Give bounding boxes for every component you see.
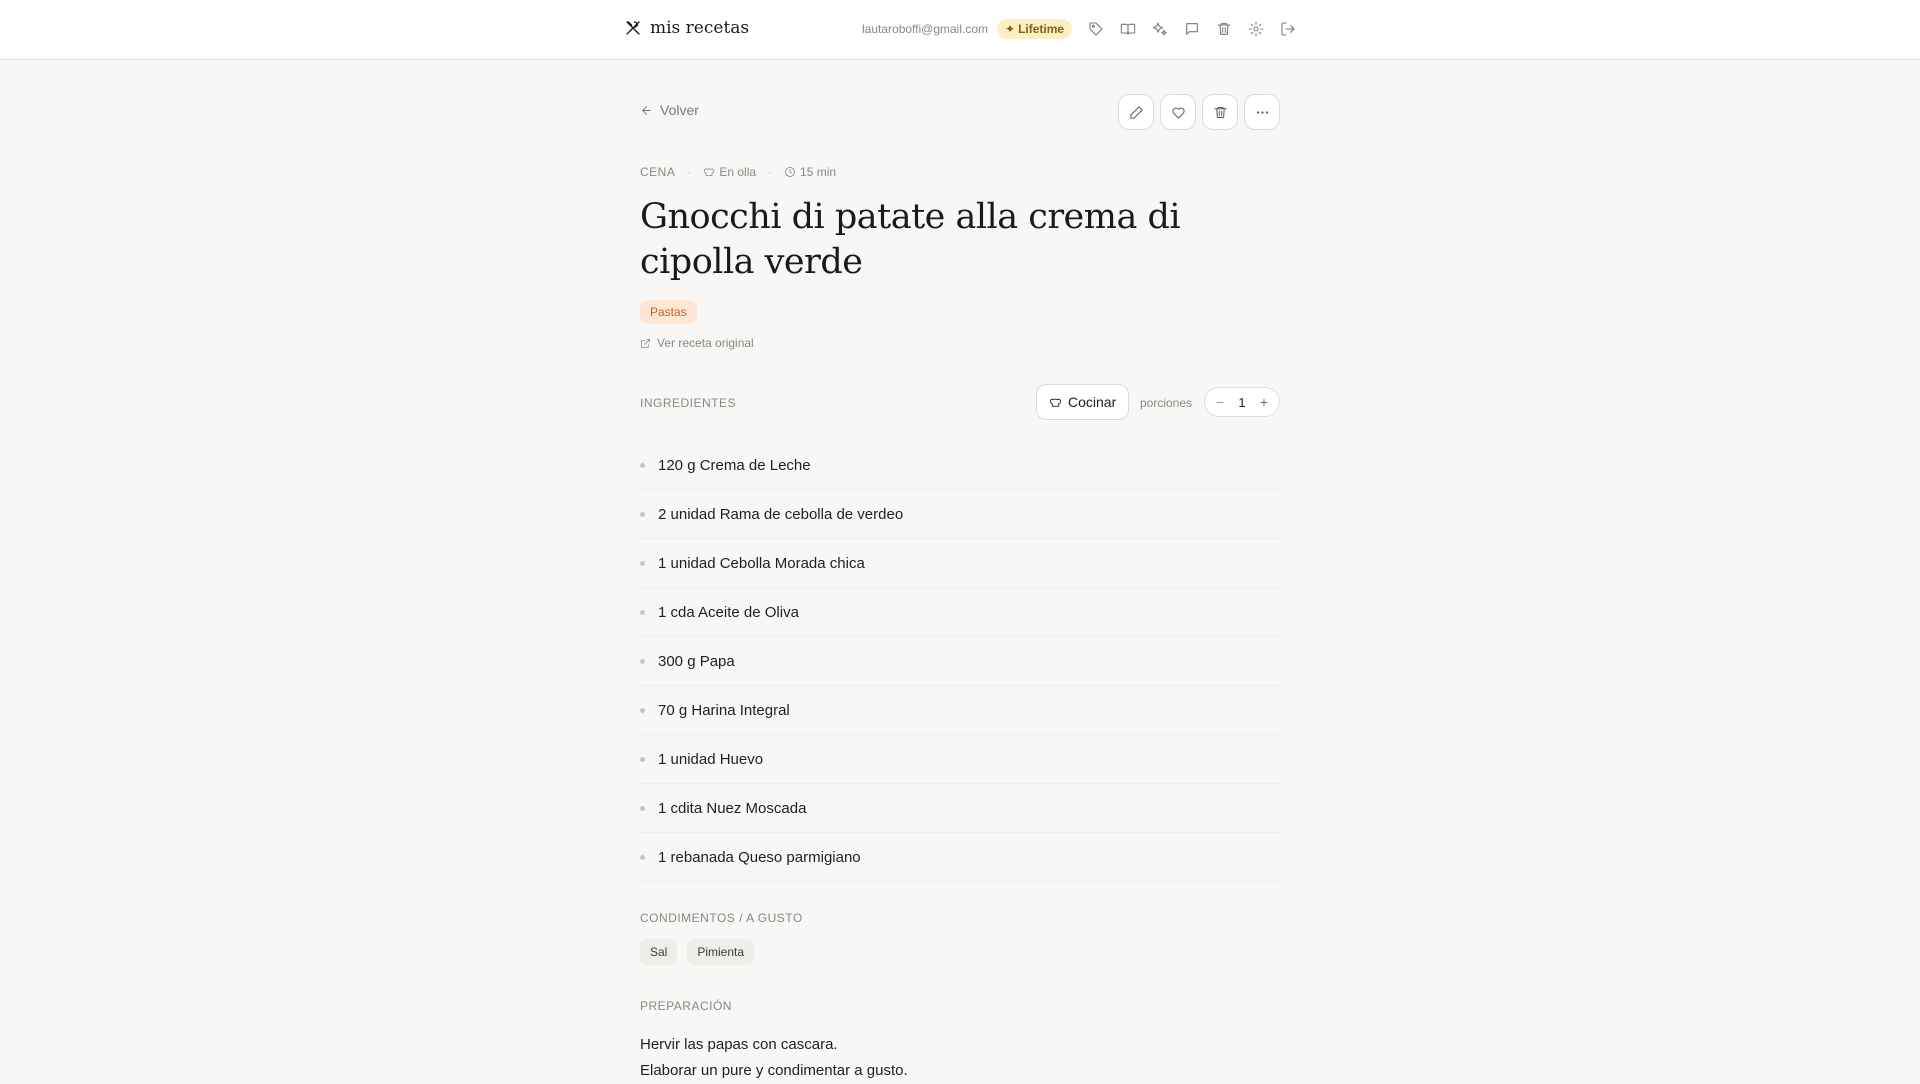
bullet-icon — [640, 708, 645, 713]
more-button[interactable] — [1244, 94, 1280, 130]
recipe-title: Gnocchi di patate alla crema di cipolla verde — [640, 197, 1181, 282]
original-recipe-link[interactable] — [640, 336, 754, 350]
portions-stepper — [1204, 387, 1280, 417]
increment-button[interactable]: + — [1259, 394, 1269, 410]
ellipsis-icon — [1255, 105, 1270, 120]
clock-icon — [784, 166, 796, 178]
list-item[interactable] — [640, 637, 1280, 686]
header-right — [862, 19, 1310, 39]
ingredient-text: 2 unidad Rama de cebolla de verdeo — [658, 505, 904, 523]
condiment-chip: Sal — [640, 939, 677, 965]
edit-button[interactable] — [1118, 94, 1154, 130]
ingredient-text: 1 unidad Cebolla Morada chica — [658, 554, 865, 572]
cook-time — [784, 165, 836, 179]
trash-icon[interactable] — [1214, 19, 1234, 39]
recipe-tag[interactable]: Pastas — [640, 300, 697, 324]
ingredient-text: 1 cdita Nuez Moscada — [658, 799, 807, 817]
back-label: Volver — [660, 102, 699, 118]
list-item[interactable] — [640, 441, 1280, 490]
plan-badge — [997, 19, 1072, 39]
bullet-icon — [640, 561, 645, 566]
list-item[interactable] — [640, 539, 1280, 588]
condiment-chips — [640, 939, 754, 965]
delete-button[interactable] — [1202, 94, 1238, 130]
preparation-heading: PREPARACIÓN — [640, 999, 732, 1013]
condiments-heading: CONDIMENTOS / A GUSTO — [640, 911, 803, 925]
list-item[interactable] — [640, 490, 1280, 539]
heart-icon — [1171, 105, 1186, 120]
list-item[interactable] — [640, 784, 1280, 833]
original-recipe-label: Ver receta original — [657, 336, 754, 350]
brand[interactable] — [624, 18, 749, 38]
preparation-step: Elaborar un pure y condimentar a gusto. — [640, 1062, 908, 1079]
ingredient-text: 120 g Crema de Leche — [658, 456, 811, 474]
cook-method — [703, 165, 756, 179]
bullet-icon — [640, 463, 645, 468]
cook-time-label: 15 min — [800, 165, 837, 179]
sparkles-icon[interactable] — [1150, 19, 1170, 39]
ingredient-list — [640, 441, 1280, 882]
back-link[interactable] — [640, 102, 699, 118]
portions-value[interactable]: 1 — [1238, 394, 1246, 410]
cook-button-label: Cocinar — [1068, 394, 1117, 410]
sparkle-icon: ✦ — [1005, 22, 1016, 36]
user-email: lautaroboffi@gmail.com — [862, 22, 989, 36]
meta-separator: · — [768, 165, 773, 179]
chef-hat-icon — [1049, 396, 1062, 409]
ingredient-text: 300 g Papa — [658, 652, 735, 670]
arrow-left-icon — [640, 104, 653, 117]
bullet-icon — [640, 512, 645, 517]
condiment-chip: Pimienta — [687, 939, 754, 965]
ingredient-text: 1 cda Aceite de Oliva — [658, 603, 799, 621]
portions-label: porciones — [1140, 396, 1193, 410]
bullet-icon — [640, 610, 645, 615]
top-bar — [0, 0, 1920, 60]
pencil-icon — [1129, 105, 1144, 120]
ingredient-text: 70 g Harina Integral — [658, 701, 790, 719]
meta-separator: · — [687, 165, 692, 179]
preparation-steps — [640, 1032, 908, 1084]
cook-method-label: En olla — [719, 165, 757, 179]
logout-icon[interactable] — [1278, 19, 1298, 39]
chef-hat-icon — [703, 166, 715, 178]
list-item[interactable] — [640, 735, 1280, 784]
utensils-icon — [624, 19, 642, 37]
recipe-actions — [1118, 94, 1280, 130]
tag-icon[interactable] — [1086, 19, 1106, 39]
list-item[interactable] — [640, 833, 1280, 882]
gear-icon[interactable] — [1246, 19, 1266, 39]
ingredients-heading: INGREDIENTES — [640, 396, 737, 410]
recipe-meta — [640, 165, 836, 179]
preparation-step: Hervir las papas con cascara. — [640, 1036, 838, 1053]
cook-button[interactable] — [1036, 384, 1129, 420]
ingredient-text: 1 unidad Huevo — [658, 750, 764, 768]
ingredient-text: 1 rebanada Queso parmigiano — [658, 848, 861, 866]
recipe-category: CENA — [640, 165, 676, 179]
bullet-icon — [640, 757, 645, 762]
external-link-icon — [640, 338, 651, 349]
app-name: mis recetas — [650, 18, 750, 38]
bullet-icon — [640, 855, 645, 860]
book-open-icon[interactable] — [1118, 19, 1138, 39]
list-item[interactable] — [640, 588, 1280, 637]
plan-badge-label: Lifetime — [1018, 22, 1065, 36]
bullet-icon — [640, 806, 645, 811]
decrement-button[interactable]: − — [1215, 394, 1225, 410]
list-item[interactable] — [640, 686, 1280, 735]
favorite-button[interactable] — [1160, 94, 1196, 130]
message-icon[interactable] — [1182, 19, 1202, 39]
bullet-icon — [640, 659, 645, 664]
trash-icon — [1213, 105, 1228, 120]
